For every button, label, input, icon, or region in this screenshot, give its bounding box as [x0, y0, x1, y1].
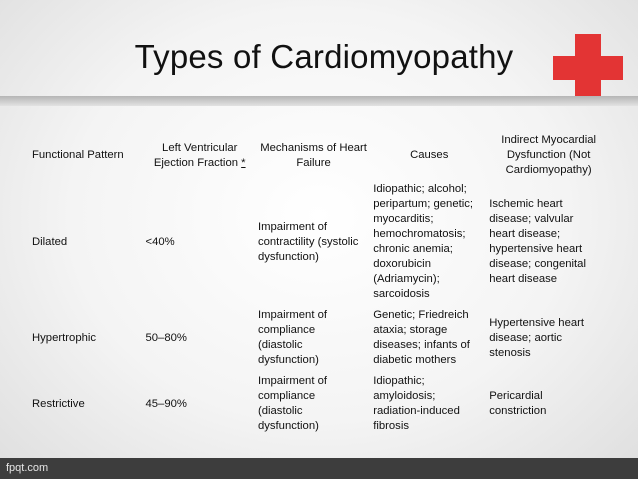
- cell-pattern: Dilated: [32, 235, 68, 248]
- header-functional-pattern: Functional Pattern: [32, 149, 124, 161]
- cardiomyopathy-table: [30, 132, 610, 437]
- title-divider: [0, 96, 638, 106]
- cell-indirect: Pericardial constriction: [489, 390, 547, 417]
- cell-pattern: Restrictive: [32, 397, 85, 410]
- header-lvef: [143, 132, 256, 179]
- cell-causes: Genetic; Friedreich ataxia; storage diseases; infants of diabetic mothers: [373, 309, 470, 366]
- cell-lvef: <40%: [145, 235, 175, 248]
- table-row: [30, 305, 610, 371]
- header-lvef-label: Left Ventricular Ejection Fraction: [153, 141, 239, 169]
- header-indirect-dysfunction: Indirect Myocardial Dysfunction (Not Cardiomyopathy): [501, 134, 597, 176]
- slide-title: Types of Cardiomyopathy: [134, 38, 514, 75]
- cell-mechanisms: Impairment of contractility (systolic dysfunction): [257, 220, 359, 263]
- cell-pattern: Hypertrophic: [32, 331, 97, 344]
- footer-bar: [0, 458, 638, 479]
- red-cross-icon: [553, 34, 623, 102]
- cell-causes: Idiopathic; alcohol; peripartum; genetic; myocarditis; hemochromatosis; chronic anemia; doxorubicin (Adriamycin); sarcoidosis: [373, 183, 474, 300]
- table-header-row: [30, 132, 610, 179]
- footer-brand[interactable]: fpqt.com: [6, 462, 49, 474]
- table-row: [30, 179, 610, 305]
- cell-indirect: Ischemic heart disease; valvular heart disease; hypertensive heart disease; congenital heart disease: [489, 198, 586, 285]
- footnote-marker: *: [241, 156, 246, 169]
- cell-mechanisms: Impairment of compliance (diastolic dysfunction): [257, 375, 328, 432]
- cell-lvef: 50–80%: [145, 331, 187, 344]
- cell-causes: Idiopathic; amyloidosis; radiation-induced fibrosis: [373, 375, 460, 432]
- header-causes: Causes: [410, 149, 449, 161]
- cell-lvef: 45–90%: [145, 397, 187, 410]
- table-row: [30, 371, 610, 437]
- cell-indirect: Hypertensive heart disease; aortic stenosis: [489, 316, 585, 359]
- cell-mechanisms: Impairment of compliance (diastolic dysfunction): [257, 309, 328, 366]
- header-mechanisms: Mechanisms of Heart Failure: [260, 141, 367, 169]
